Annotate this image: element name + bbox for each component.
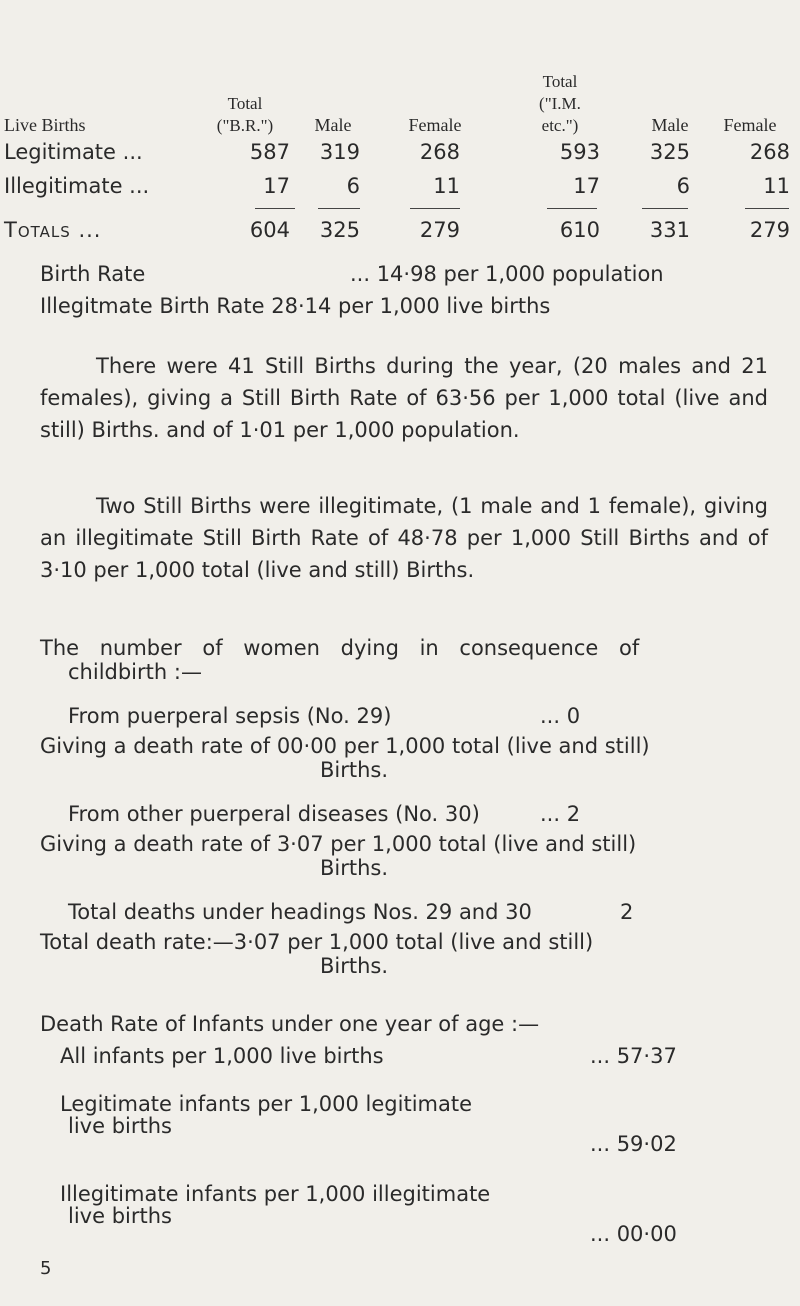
legitimate-infants-label: Legitimate infants per 1,000 legitimate (60, 1092, 473, 1116)
cell: 279 (749, 218, 790, 242)
all-infants-value: ... 57·37 (590, 1044, 677, 1068)
other-diseases-rate: Giving a death rate of 3·07 per 1,000 total (live and still) (40, 832, 637, 856)
cell: 11 (763, 174, 790, 198)
cell: 268 (749, 140, 790, 164)
row-label: Legitimate ... (4, 140, 143, 164)
header-total-im: Total ("I.M. etc.") (539, 72, 581, 135)
total-death-rate: Total death rate:—3·07 per 1,000 total (live and still) (40, 930, 594, 954)
divider (642, 208, 688, 209)
legitimate-infants-label-cont: live births (68, 1114, 172, 1138)
header-female-2: Female (723, 115, 777, 135)
other-diseases-value: ... 2 (540, 802, 581, 826)
childbirth-heading-cont: childbirth :— (68, 660, 202, 684)
cell: 325 (319, 218, 360, 242)
illegitimate-infants-label: Illegitimate infants per 1,000 illegitimate (60, 1182, 491, 1206)
birth-rate-value: ... 14·98 per 1,000 population (350, 262, 664, 286)
other-diseases-label: From other puerperal diseases (No. 30) (68, 802, 480, 826)
cell: 17 (263, 174, 290, 198)
divider (410, 208, 460, 209)
row-label: Totals ... (4, 218, 102, 242)
header-male-2: Male (651, 115, 689, 135)
childbirth-heading: The number of women dying in consequence of (40, 636, 640, 660)
divider (547, 208, 597, 209)
total-death-rate-cont: Births. (320, 954, 389, 978)
divider (255, 208, 295, 209)
sepsis-label: From puerperal sepsis (No. 29) (68, 704, 392, 728)
cell: 17 (573, 174, 600, 198)
still-births-paragraph: There were 41 Still Births during the year, (20 males and 21 females), giving a Still Birth Rate of 63·56 per 1,000 total (live and still) Births. and of 1·01 per 1,000 population. (40, 354, 768, 442)
cell: 6 (676, 174, 690, 198)
page-number: 5 (40, 1258, 52, 1279)
divider (318, 208, 360, 209)
header-total-br: Total ("B.R.") (216, 94, 274, 135)
header-female-1: Female (408, 115, 462, 135)
header-live-births: Live Births (4, 115, 86, 135)
legitimate-infants-value: ... 59·02 (590, 1132, 677, 1156)
cell: 587 (249, 140, 290, 164)
row-label: Illegitimate ... (4, 174, 150, 198)
divider (745, 208, 789, 209)
cell: 325 (649, 140, 690, 164)
total-deaths-label: Total deaths under headings Nos. 29 and 30 (68, 900, 532, 924)
illegitimate-infants-label-cont: live births (68, 1204, 172, 1228)
cell: 610 (559, 218, 600, 242)
cell: 604 (249, 218, 290, 242)
cell: 331 (649, 218, 690, 242)
birth-rate-label: Birth Rate (40, 262, 146, 286)
illegitimate-infants-value: ... 00·00 (590, 1222, 677, 1246)
cell: 319 (319, 140, 360, 164)
all-infants-label: All infants per 1,000 live births (60, 1044, 384, 1068)
sepsis-rate-cont: Births. (320, 758, 389, 782)
cell: 6 (346, 174, 360, 198)
total-deaths-value: 2 (620, 900, 634, 924)
illegitimate-still-births-paragraph: Two Still Births were illegitimate, (1 male and 1 female), giving an illegitimate Still Birth Rate of 48·78 per 1,000 Still Births and of 3·10 per 1,000 total (live and still) Births. (40, 494, 768, 582)
illegitimate-birth-rate: Illegitmate Birth Rate 28·14 per 1,000 live births (40, 294, 551, 318)
other-diseases-rate-cont: Births. (320, 856, 389, 880)
infant-death-heading: Death Rate of Infants under one year of age :— (40, 1012, 540, 1036)
sepsis-value: ... 0 (540, 704, 581, 728)
cell: 279 (419, 218, 460, 242)
cell: 593 (559, 140, 600, 164)
cell: 268 (419, 140, 460, 164)
header-male-1: Male (314, 115, 352, 135)
cell: 11 (433, 174, 460, 198)
sepsis-rate: Giving a death rate of 00·00 per 1,000 total (live and still) (40, 734, 650, 758)
